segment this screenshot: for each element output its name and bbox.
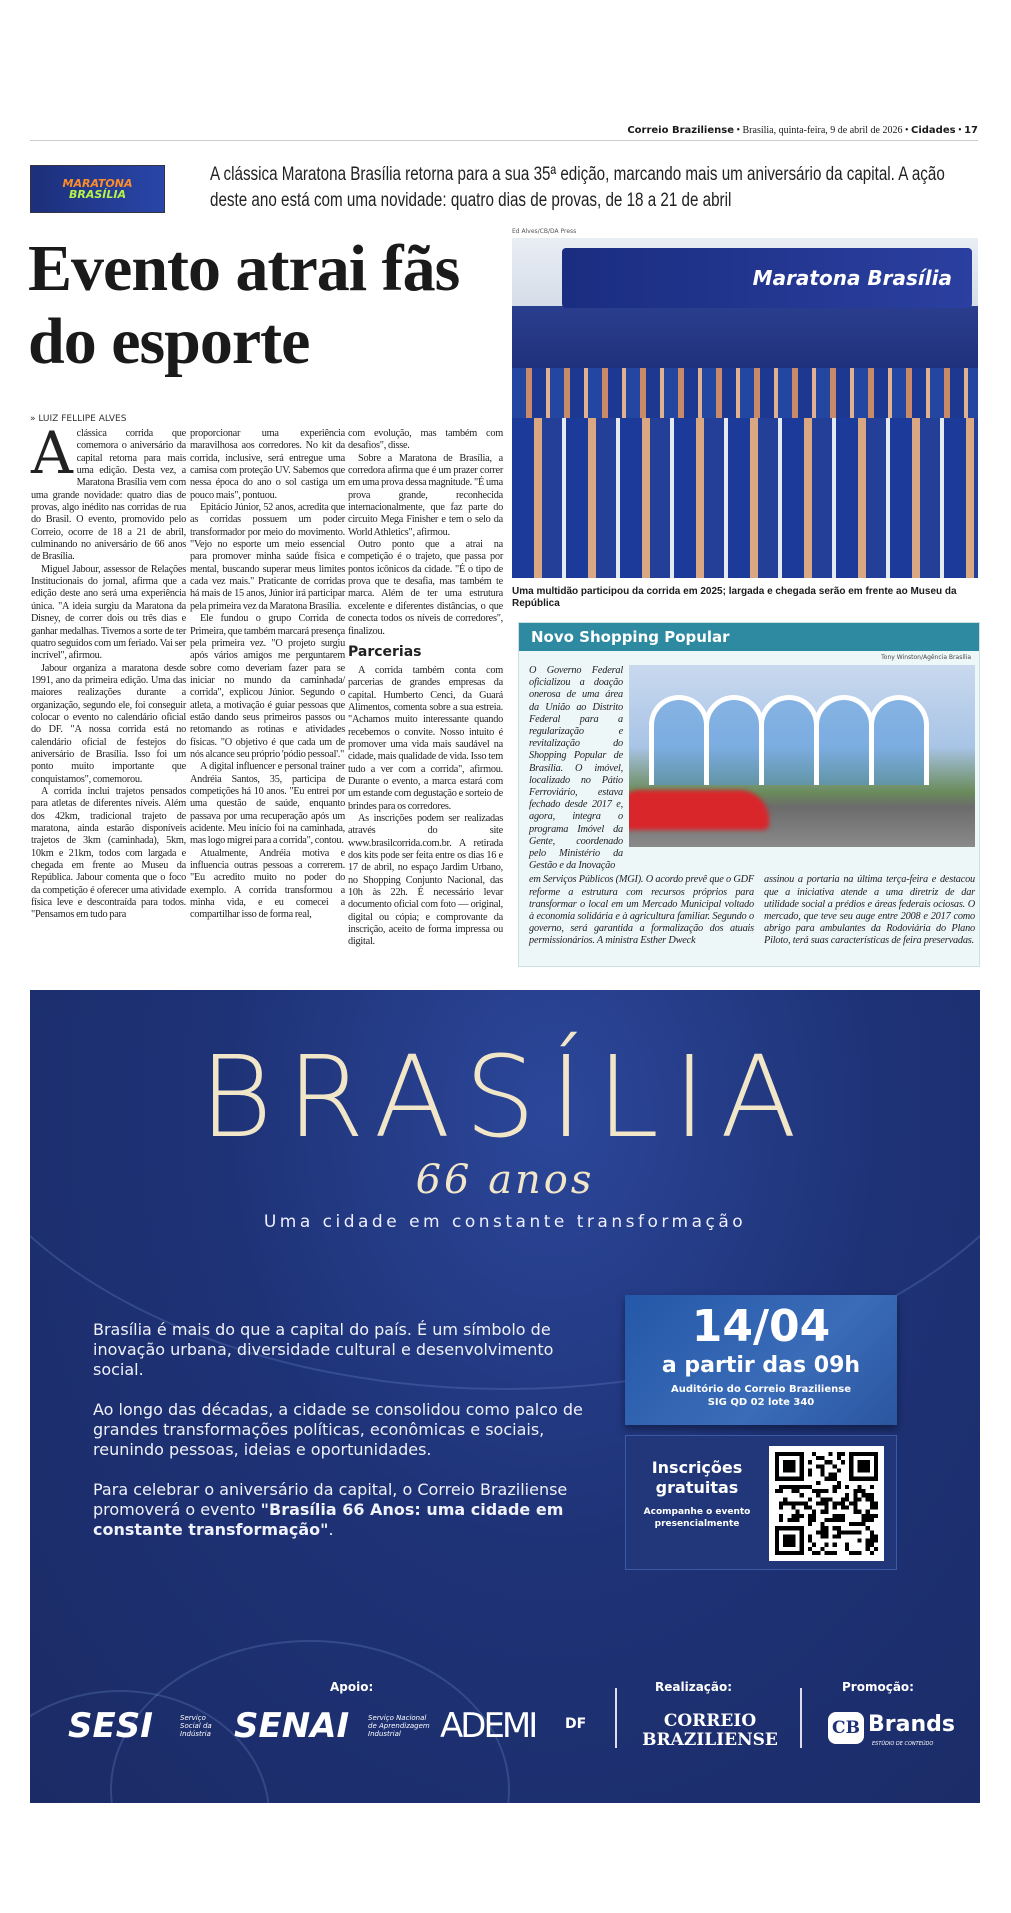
paragraph — [31, 419, 186, 564]
arch-text: Maratona Brasília — [752, 266, 952, 290]
sidebar-box — [518, 622, 980, 967]
paragraph-text: clássica corrida que comemora o aniversário da capital retorna para mais uma edição. Desta vez, a Maratona Brasília vem com uma grande novidade: quatro dias de provas, algo inédito nas corridas de rua do Brasil. O evento, promovido pelo Correio, ocorre de 18 a 21 de abril, culminando no aniversário de 66 anos de Brasília. — [31, 428, 186, 563]
divider — [800, 1688, 802, 1748]
registration-box — [625, 1435, 897, 1570]
sidebar-text: O Governo Federal oficializou a doação onerosa de uma área da União ao Distrito Federal para a regularização e revitalização do Shopping Popular de Brasília. O imóvel, localizado no Pátio Ferroviário, estava fechado desde 2017 e, agora, integra o programa Imóvel da Gente, coordenado pelo Ministério da Gestão e da Inovação — [529, 665, 623, 872]
sidebar-text: assinou a portaria na última terça-feira e destacou que a iniciativa atende a uma diretriz de dar utilidade social a prédios e áreas federais ociosas. O mercado, que teve seu auge entre 2008 e 2017 como abrigo para ambulantes da Rodoviária do Plano Piloto, terá suas características de feira preservadas. — [764, 874, 975, 947]
event-date-box — [625, 1295, 897, 1425]
blurred-car — [629, 790, 769, 830]
article-column-1 — [31, 419, 186, 922]
page-folio: Correio Braziliense • Brasília, quinta-feira, 9 de abril de 2026 • Cidades • 17 — [627, 125, 978, 136]
paragraph: A corrida inclui trajetos pensados para atletas de diferentes níveis. Além dos 42km, tradicional trajeto de maratona, ainda estarão disponíveis trajetos de 3km (caminhada), 5km, 10km e 21km, todos com largada e chegada em frente ao Museu da República. Jabour comenta que o foco da competição é oferecer uma atividade física leve e descontraída para todos. "Pensamos em tudo para — [31, 785, 186, 921]
paragraph: Epitácio Júnior, 52 anos, acredita que as corridas possuem um poder transformador por meio do movimento. "Vejo no esporte um meio essencial para promover minha saúde física e mental, buscando superar meus limites cada vez mais." Praticante de corridas há mais de 15 anos, Júnior irá participar pela primeira vez da Maratona Brasília. — [190, 502, 345, 612]
ad-tagline: Uma cidade em constante transformação — [263, 1212, 747, 1232]
logo-line1: MARATONA — [62, 177, 133, 190]
ad-body — [93, 1320, 593, 1560]
paragraph: Atualmente, Andréia motiva e influencia outras pessoas a correrem. "Eu acredito muito no poder do exemplo. A corrida transformou a minha vida, e eu comecei a compartilhar isso de forma real, — [190, 847, 345, 921]
paragraph: A digital influencer e personal trainer Andréia Santos, 35, participa de competições há 10 anos. "Eu entrei por uma questão de saúde, enquanto passava por uma recuperação após um acidente. Meu início foi na caminhada, mas logo migrei para a corrida", contou. — [190, 761, 345, 847]
sidebar-bottom — [519, 872, 979, 947]
senai-logo: SENAI — [234, 1706, 350, 1746]
registration-subtitle: Acompanhe o evento presencialmente — [643, 1507, 751, 1529]
registration-title: Inscrições gratuitas — [651, 1458, 743, 1497]
brands-subtitle: ESTÚDIO DE CONTEÚDO — [872, 1741, 934, 1747]
ad-paragraph — [93, 1480, 593, 1540]
ademi-df: DF — [565, 1716, 587, 1732]
photo-caption: Uma multidão participou da corrida em 2025; largada e chegada serão em frente ao Museu da República — [512, 586, 957, 609]
sidebar-photo-credit: Tony Winston/Agência Brasília — [881, 654, 971, 661]
realization-label: Realização: — [655, 1680, 733, 1694]
drop-cap: A — [31, 419, 73, 487]
paragraph: Outro ponto que a atrai na competição é o trajeto, que passa por pontos icônicos da cidade. "É o tipo de prova que te desafia, mas também te marca. Além de ter uma estrutura excelente e diferentes distâncias, o que conecta todos os níveis de corredores", finalizou. — [348, 539, 503, 637]
photo-credit: Ed Alves/CB/DA Press — [512, 228, 577, 235]
sidebar-text: em Serviços Públicos (MGI). O acordo prevê que o GDF reforme a estrutura com recursos próprios para transformar o local em um Mercado Municipal voltado à economia solidária e à agricultura familiar. Segundo o governo, será garantida a formalização dos atuais permissionários. A ministra Esther Dweck — [529, 874, 754, 947]
event-advertisement — [30, 990, 980, 1803]
header-rule — [30, 140, 978, 141]
cb-logo: CB — [828, 1712, 864, 1744]
ademi-logo: ADEMI — [440, 1706, 536, 1746]
folio-date: Brasília, quinta-feira, 9 de abril de 2026 — [742, 125, 903, 136]
article-column-2 — [190, 428, 345, 922]
headline: Evento atrai fãs do esporte — [28, 232, 460, 378]
ad-title: BRASÍLIA — [199, 1033, 811, 1163]
event-venue — [625, 1383, 897, 1409]
runners-front — [512, 418, 978, 578]
ad-paragraph: Ao longo das décadas, a cidade se consolidou como palco de grandes transformações políticas, econômicas e sociais, reunindo pessoas, ideias e oportunidades. — [93, 1400, 583, 1459]
roof-arch — [704, 695, 764, 785]
roof-arch — [814, 695, 874, 785]
paragraph: Jabour organiza a maratona desde 1991, ano da primeira edição. Uma das maiores realizações durante a organização, segundo ele, foi conseguir colocar o evento no calendário oficial do DF. "A nossa corrida está no calendário oficial de festejos do aniversário de Brasília. Isso foi um ponto muito importante que conquistamos", comemorou. — [31, 662, 186, 785]
paragraph: A corrida também conta com parcerias de grandes empresas da capital. Humberto Cenci, da Guará Alimentos, comenta sobre a sua estreia. "Achamos muito interessante quando recebemos o convite. Nosso intuito é promover uma vida mais saudável na cidade, mais qualidade de vida. Isso tem tudo a ver com a corrida", afirmou. Durante o evento, a marca estará com um estande com degustação e sorteio de brindes para os corredores. — [348, 664, 503, 812]
article-column-3 — [348, 428, 503, 949]
sesi-subtitle: Serviço Social da Indústria — [180, 1714, 212, 1738]
maratona-logo — [30, 165, 165, 213]
subheading: Parcerias — [348, 643, 422, 660]
ad-text: . — [328, 1520, 334, 1539]
event-time: a partir das 09h — [661, 1353, 861, 1378]
roof-arch — [759, 695, 819, 785]
paragraph: Ele fundou o grupo Corrida de Primeira, que também marcará presença pela primeira vez. "O projeto surgiu após vários amigos me perguntarem sobre como deveriam fazer para se iniciar no mundo da caminhada/ corrida", explicou Júnior. Segundo o atleta, a motivação é guiar pessoas que estão dando seus primeiros passos ou retomando as rotinas e atividades físicas. "O objetivo é que cada um de nós alcance seu próprio 'pódio pessoal'." — [190, 613, 345, 760]
promotion-label: Promoção: — [842, 1680, 914, 1694]
paragraph: proporcionar uma experiência maravilhosa aos corredores. No kit da corrida, inclusive, será entregue uma camisa com proteção UV. Sabemos que nessa época do ano o sol castiga um pouco mais", pontuou. — [190, 428, 345, 501]
paragraph: Sobre a Maratona de Brasília, a corredora afirma que é um prazer correr em uma prova dessa magnitude. "É uma prova grande, reconhecida internacionalmente, que faz parte do circuito Mega Finisher e tem o selo da World Athletics", afirmou. — [348, 452, 503, 538]
logo-line2: BRASÍLIA — [69, 188, 126, 201]
page-number: 17 — [964, 125, 978, 136]
senai-subtitle: Serviço Nacional de Aprendizagem Industrial — [368, 1714, 430, 1738]
ad-text: Para celebrar o aniversário da capital, o Correio Braziliense promoverá o evento — [93, 1480, 568, 1519]
divider — [615, 1688, 617, 1748]
roof-arch — [869, 695, 929, 785]
article-dek: A clássica Maratona Brasília retorna para a sua 35ª edição, marcando mais um aniversário da capital. A ação deste ano está com uma novidade: quatro dias de provas, de 18 a 21 de abril — [210, 164, 945, 211]
sidebar-title: Novo Shopping Popular — [519, 623, 979, 651]
ad-anniversary: 66 anos — [415, 1157, 595, 1203]
paragraph: Miguel Jabour, assessor de Relações Institucionais do jornal, afirma que a edição deste ano será uma experiência única. "A ideia surgiu da Maratona da Disney, de correr dois ou três dias e ganhar medalhas. Tivemos a sorte de ter quatro seguidos com um feriado. Vai ser incrível", afirmou. — [31, 563, 186, 662]
venue-name: Auditório do Correio Braziliense — [671, 1384, 851, 1395]
support-label: Apoio: — [330, 1680, 374, 1694]
byline: » LUIZ FELLIPE ALVES — [30, 414, 127, 424]
shopping-photo — [629, 665, 975, 847]
correio-logo: CORREIO BRAZILIENSE — [642, 1711, 778, 1750]
paragraph: com evolução, mas também com desafios", disse. — [348, 428, 503, 452]
paper-name: Correio Braziliense — [627, 125, 734, 136]
event-name: "Brasília 66 Anos: uma cidade em constante transformação" — [93, 1500, 564, 1539]
qr-code[interactable] — [769, 1446, 884, 1561]
roof-arch — [649, 695, 709, 785]
paragraph: As inscrições podem ser realizadas através do site www.brasilcorrida.com.br. A retirada dos kits pode ser feita entre os dias 16 e 17 de abril, no espaço Jardim Urbano, no Shopping Conjunto Nacional, das 10h às 22h. É necessário levar documento oficial com foto — original, digital ou cópia; e comprovante da inscrição, aceito de forma impressa ou digital. — [348, 812, 503, 948]
ad-paragraph: Brasília é mais do que a capital do país. É um símbolo de inovação urbana, diversidade cultural e desenvolvimento social. — [93, 1320, 554, 1379]
event-date: 14/04 — [691, 1301, 831, 1352]
sidebar-top — [519, 665, 979, 872]
section-name: Cidades — [910, 125, 956, 136]
sponsors-bar — [30, 1680, 980, 1760]
brands-logo: Brands — [868, 1712, 955, 1737]
venue-address: SIG QD 02 lote 340 — [707, 1397, 815, 1408]
sesi-logo: SESI — [68, 1706, 153, 1746]
marathon-photo — [512, 238, 978, 578]
finish-arch — [562, 248, 972, 308]
